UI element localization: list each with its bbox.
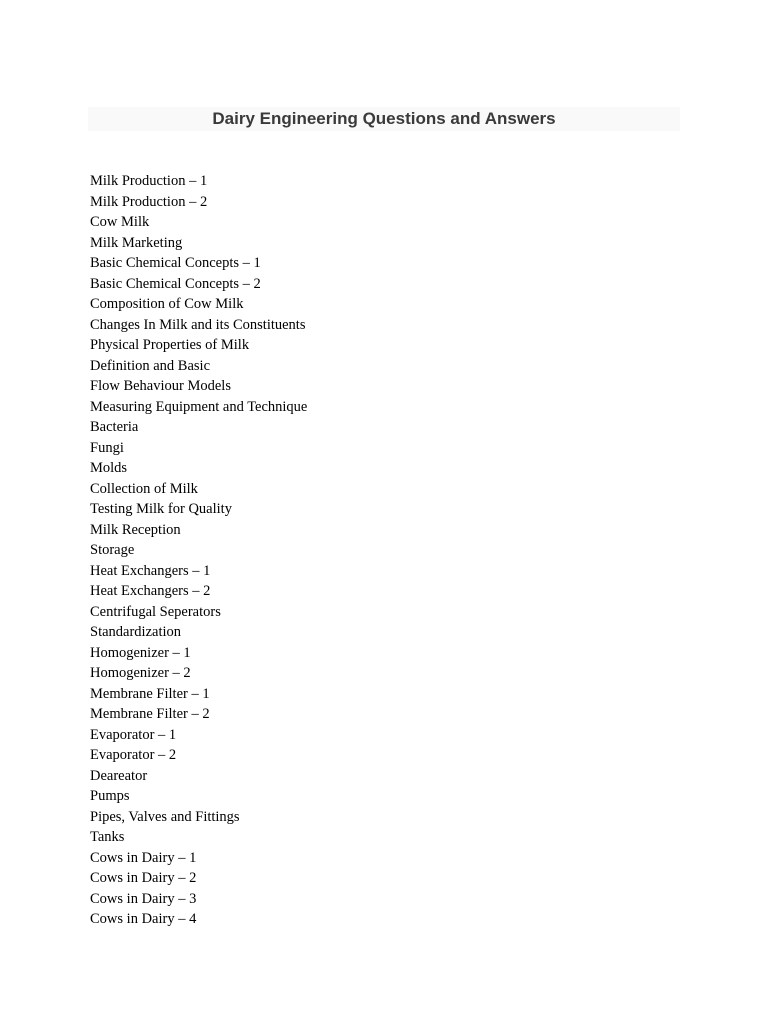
list-item: Cows in Dairy – 3 [90, 890, 197, 907]
list-item: Centrifugal Seperators [90, 603, 221, 620]
list-item: Cows in Dairy – 2 [90, 870, 197, 886]
page-title: Dairy Engineering Questions and Answers [212, 109, 556, 128]
list-item: Measuring Equipment and Technique [90, 398, 308, 415]
list-item: Tanks [90, 829, 125, 845]
list-item: Cows in Dairy – 4 [90, 911, 197, 927]
list-item: Deareator [90, 767, 148, 784]
list-item: Homogenizer – 2 [90, 665, 191, 681]
list-item: Standardization [90, 624, 182, 640]
list-item: Heat Exchangers – 2 [90, 583, 211, 599]
list-item: Milk Production – 2 [90, 193, 208, 210]
list-item: Pipes, Valves and Fittings [90, 808, 240, 825]
list-item: Basic Chemical Concepts – 2 [90, 275, 261, 292]
topic-list [90, 171, 590, 930]
list-item: Collection of Milk [90, 480, 198, 497]
list-item: Milk Reception [90, 521, 181, 538]
list-item: Flow Behaviour Models [90, 378, 231, 394]
list-item: Homogenizer – 1 [90, 644, 191, 661]
list-item: Cow Milk [90, 214, 150, 230]
list-item: Storage [90, 542, 135, 558]
list-item: Milk Marketing [90, 234, 183, 251]
list-item: Basic Chemical Concepts – 1 [90, 255, 261, 271]
list-item: Definition and Basic [90, 357, 211, 374]
list-item: Testing Milk for Quality [90, 501, 232, 517]
list-item: Composition of Cow Milk [90, 296, 244, 312]
list-item: Milk Production – 1 [90, 173, 208, 189]
list-item: Pumps [90, 788, 130, 804]
list-item: Changes In Milk and its Constituents [90, 316, 306, 333]
list-item: Molds [90, 460, 128, 476]
list-item: Evaporator – 1 [90, 726, 177, 743]
list-item: Physical Properties of Milk [90, 337, 250, 353]
list-item: Membrane Filter – 2 [90, 706, 210, 722]
list-item: Fungi [90, 439, 124, 456]
list-item: Bacteria [90, 419, 139, 435]
list-item: Heat Exchangers – 1 [90, 562, 211, 579]
list-item: Cows in Dairy – 1 [90, 849, 197, 866]
list-item: Membrane Filter – 1 [90, 685, 210, 702]
list-item: Evaporator – 2 [90, 747, 177, 763]
